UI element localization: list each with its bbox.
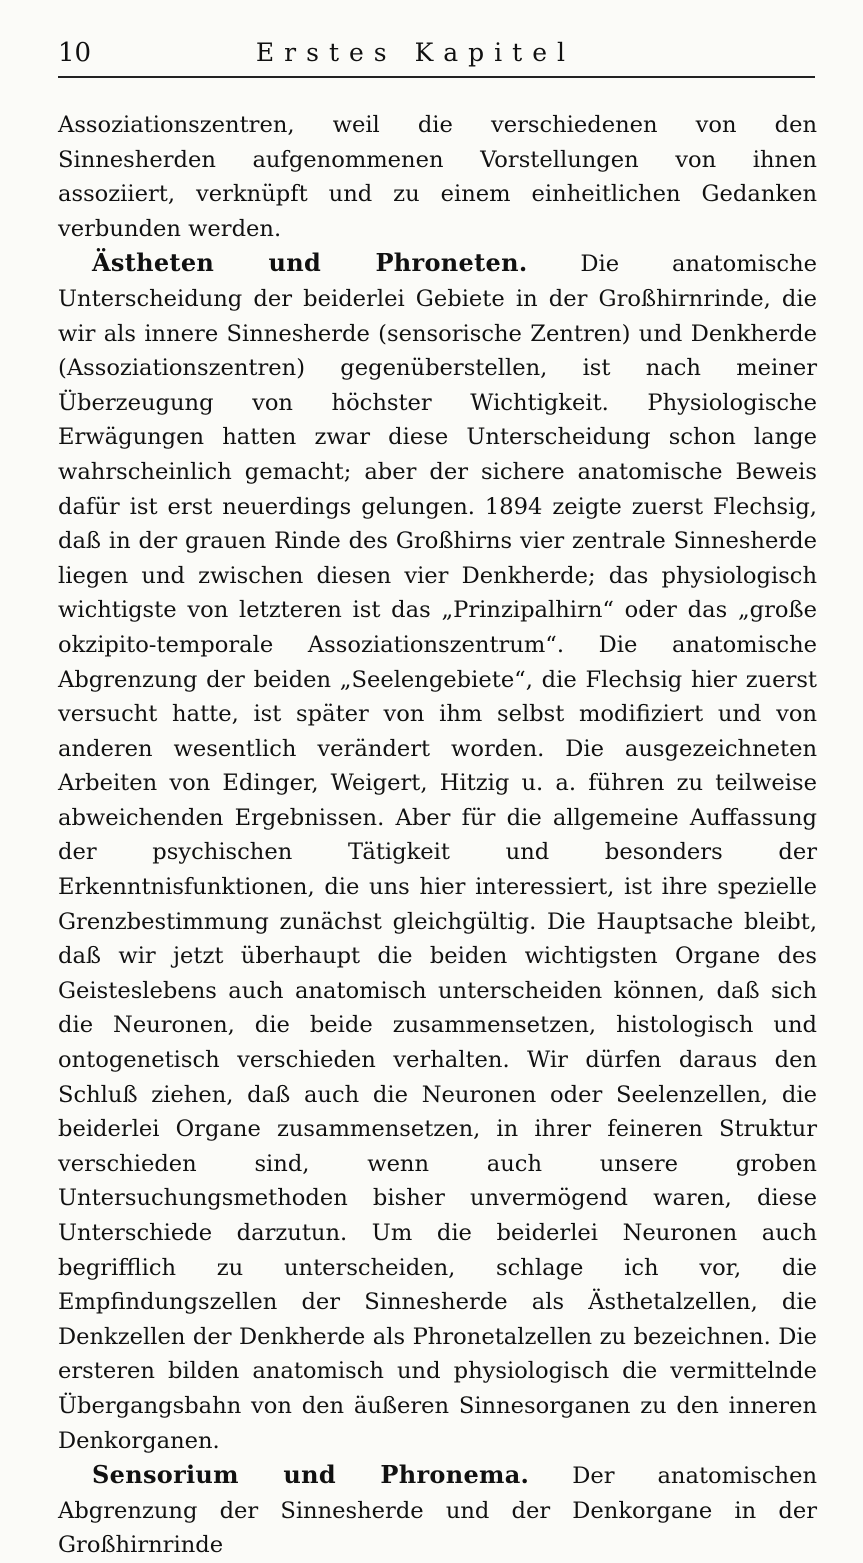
running-head xyxy=(58,38,815,78)
paragraph-text: Die anatomische Unterscheidung der beiderlei Gebiete in der Großhirnrinde, die wir als innere Sinnesherde (sensorische Zentren) und Denkherde (Assoziationszentren) gegenüberstellen, ist nach meiner Überzeugung von höchster Wichtigkeit. Physiologische Erwägungen hatten zwar diese Unterscheidung schon lange wahrscheinlich gemacht; aber der sichere anatomische Beweis dafür ist erst neuerdings gelungen. 1894 zeigte zuerst Flechsig, daß in der grauen Rinde des Großhirns vier zentrale Sinnesherde liegen und zwischen diesen vier Denkherde; das physiologisch wichtigste von letzteren ist das „Prinzipalhirn“ oder das „große okzipito-temporale Assoziationszentrum“. Die anatomische Abgrenzung der beiden „Seelengebiete“, die Flechsig hier zuerst versucht hatte, ist später von ihm selbst modifiziert und von anderen wesentlich verändert worden. Die ausgezeichneten Arbeiten von Edinger, Weigert, Hitzig u. a. führen zu teilweise abweichenden Ergebnissen. Aber für die allgemeine Auffassung der psychischen Tätigkeit und besonders der Erkenntnisfunktionen, die uns hier interessiert, ist ihre spezielle Grenzbestimmung zunächst gleichgültig. Die Hauptsache bleibt, daß wir jetzt überhaupt die beiden wichtigsten Organe des Geisteslebens auch anatomisch unterscheiden können, daß sich die Neuronen, die beide zusammensetzen, histologisch und ontogenetisch verschieden verhalten. Wir dürfen daraus den Schluß ziehen, daß auch die Neuronen oder Seelenzellen, die beiderlei Organe zusammensetzen, in ihrer feineren Struktur verschieden sind, wenn auch unsere groben Untersuchungsmethoden bisher unvermögend waren, diese Unterschiede darzutun. Um die beiderlei Neuronen auch begrifflich zu unterscheiden, schlage ich vor, die Empfindungszellen der Sinnesherde als Ästhetalzellen, die Denkzellen der Denkherde als Phronetalzellen zu bezeichnen. Die ersteren bilden anatomisch und physiologisch die vermittelnde Übergangsbahn von den äußeren Sinnesorganen zu den inneren Denkorganen. xyxy=(58,251,818,1454)
section-heading: Sensorium und Phronema. xyxy=(92,1460,530,1490)
body-text xyxy=(58,108,817,1563)
paragraph-continuation xyxy=(58,108,817,246)
page-number: 10 xyxy=(58,38,92,68)
paragraph-aestheten xyxy=(58,246,817,1458)
section-heading: Ästheten und Phroneten. xyxy=(92,248,528,278)
paragraph-sensorium xyxy=(58,1458,817,1563)
paragraph-text: Assoziationszentren, weil die verschiedenen von den Sinnesherden aufgenommenen Vorstellungen von ihnen assoziiert, verknüpft und zu einem einheitlichen Gedanken verbunden werden. xyxy=(58,112,817,242)
chapter-title: Erstes Kapitel xyxy=(255,38,575,67)
paragraph-text: Der anatomischen Abgrenzung der Sinnesherde und der Denkorgane in der Großhirnrinde xyxy=(58,1463,818,1559)
